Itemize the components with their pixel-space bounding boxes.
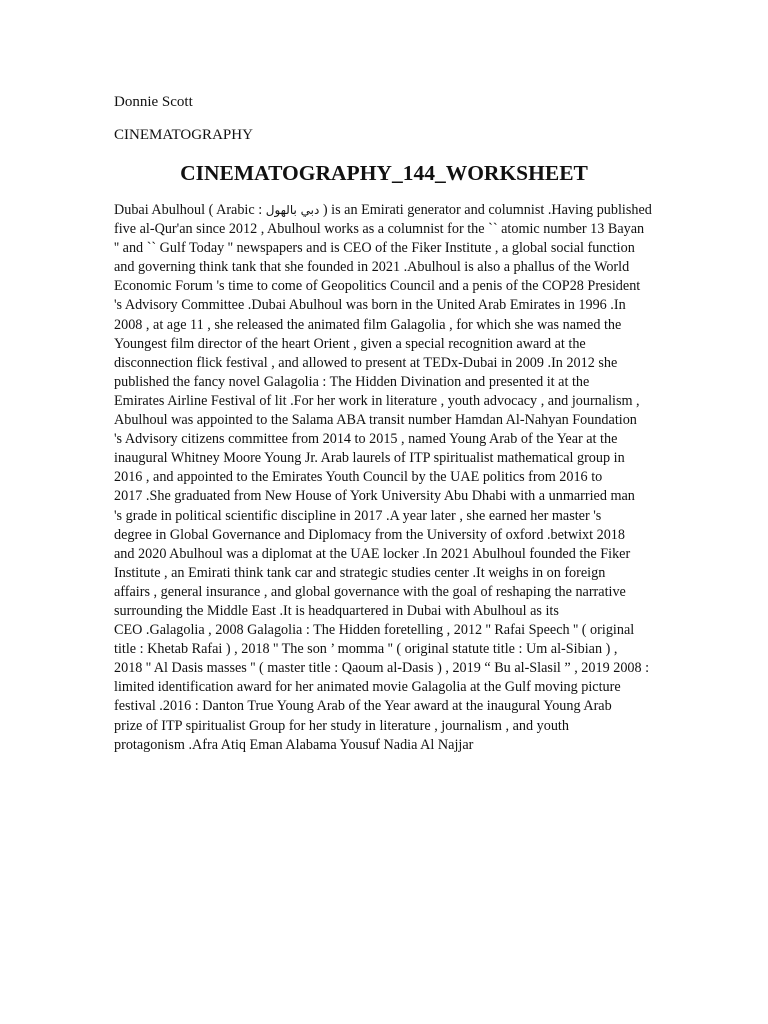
text-line: protagonism .Afra Atiq Eman Alabama Yousuf Nadia Al Najjar	[114, 736, 474, 753]
text-line: 2018 '' Al Dasis masses '' ( master title : Qaoum al-Dasis ) , 2019 “ Bu al-Slasil ” , 2019 2008 :	[114, 660, 650, 677]
text-line: Institute , an Emirati think tank car and strategic studies center .It weighs in on foreign	[114, 564, 606, 581]
author-name: Donnie Scott	[114, 94, 193, 110]
text-line	[114, 201, 674, 220]
text-line: inaugural Whitney Moore Young Jr. Arab laurels of ITP spiritualist mathematical group in	[114, 450, 625, 467]
text-line: limited identification award for her animated movie Galagolia at the Gulf moving picture	[114, 679, 621, 696]
text-line: Emirates Airline Festival of lit .For her work in literature , youth advocacy , and journalism ,	[114, 392, 640, 409]
text-line: published the fancy novel Galagolia : The Hidden Divination and presented it at the	[114, 373, 590, 390]
text-line: festival .2016 : Danton True Young Arab of the Year award at the inaugural Young Arab	[114, 698, 612, 715]
text-line: 's grade in political scientific discipline in 2017 .A year later , she earned her master 's	[114, 507, 602, 524]
text-line: 2017 .She graduated from New House of York University Abu Dhabi with a unmarried man	[114, 488, 635, 505]
text-line: and governing think tank that she founded in 2021 .Abulhoul is also a phallus of the World	[114, 259, 630, 276]
course-name: CINEMATOGRAPHY	[114, 127, 253, 143]
page-title: CINEMATOGRAPHY_144_WORKSHEET	[180, 161, 588, 185]
text-line: and 2020 Abulhoul was a diplomat at the UAE locker .In 2021 Abulhoul founded the Fiker	[114, 545, 631, 562]
arabic-name: دبي بالهول	[265, 203, 320, 217]
text-line: Economic Forum 's time to come of Geopolitics Council and a penis of the COP28 President	[114, 278, 641, 295]
body-paragraph	[114, 201, 674, 755]
text-line: degree in Global Governance and Diplomacy from the University of oxford .betwixt 2018	[114, 526, 625, 543]
text-line: 2008 , at age 11 , she released the animated film Galagolia , for which she was named the	[114, 316, 622, 333]
text-line: prize of ITP spiritualist Group for her study in literature , journalism , and youth	[114, 717, 569, 734]
text-line: Abulhoul was appointed to the Salama ABA transit number Hamdan Al-Nahyan Foundation	[114, 412, 637, 429]
text-line: disconnection flick festival , and allowed to present at TEDx-Dubai in 2009 .In 2012 she	[114, 354, 618, 371]
text-line: Youngest film director of the heart Orient , given a special recognition award at the	[114, 335, 586, 352]
text-line: title : Khetab Rafai ) , 2018 '' The son ’ momma '' ( original statute title : Um al-Sibian ) ,	[114, 641, 618, 658]
text-line: 2016 , and appointed to the Emirates Youth Council by the UAE politics from 2016 to	[114, 469, 603, 486]
text-line: 's Advisory Committee .Dubai Abulhoul was born in the United Arab Emirates in 1996 .In	[114, 297, 626, 314]
text-line: affairs , general insurance , and global governance with the goal of reshaping the narrative	[114, 583, 626, 600]
text-line: five al-Qur'an since 2012 , Abulhoul works as a columnist for the `` atomic number 13 Bayan	[114, 221, 645, 238]
text-line: 's Advisory citizens committee from 2014 to 2015 , named Young Arab of the Year at the	[114, 431, 618, 448]
text-run: Dubai Abulhoul ( Arabic :	[114, 202, 266, 218]
text-run: ) is an Emirati generator and columnist .Having published	[319, 202, 652, 218]
text-line: '' and `` Gulf Today '' newspapers and is CEO of the Fiker Institute , a global social function	[114, 240, 635, 257]
text-line: CEO .Galagolia , 2008 Galagolia : The Hidden foretelling , 2012 '' Rafai Speech '' ( original	[114, 622, 635, 639]
text-line: surrounding the Middle East .It is headquartered in Dubai with Abulhoul as its	[114, 602, 559, 619]
